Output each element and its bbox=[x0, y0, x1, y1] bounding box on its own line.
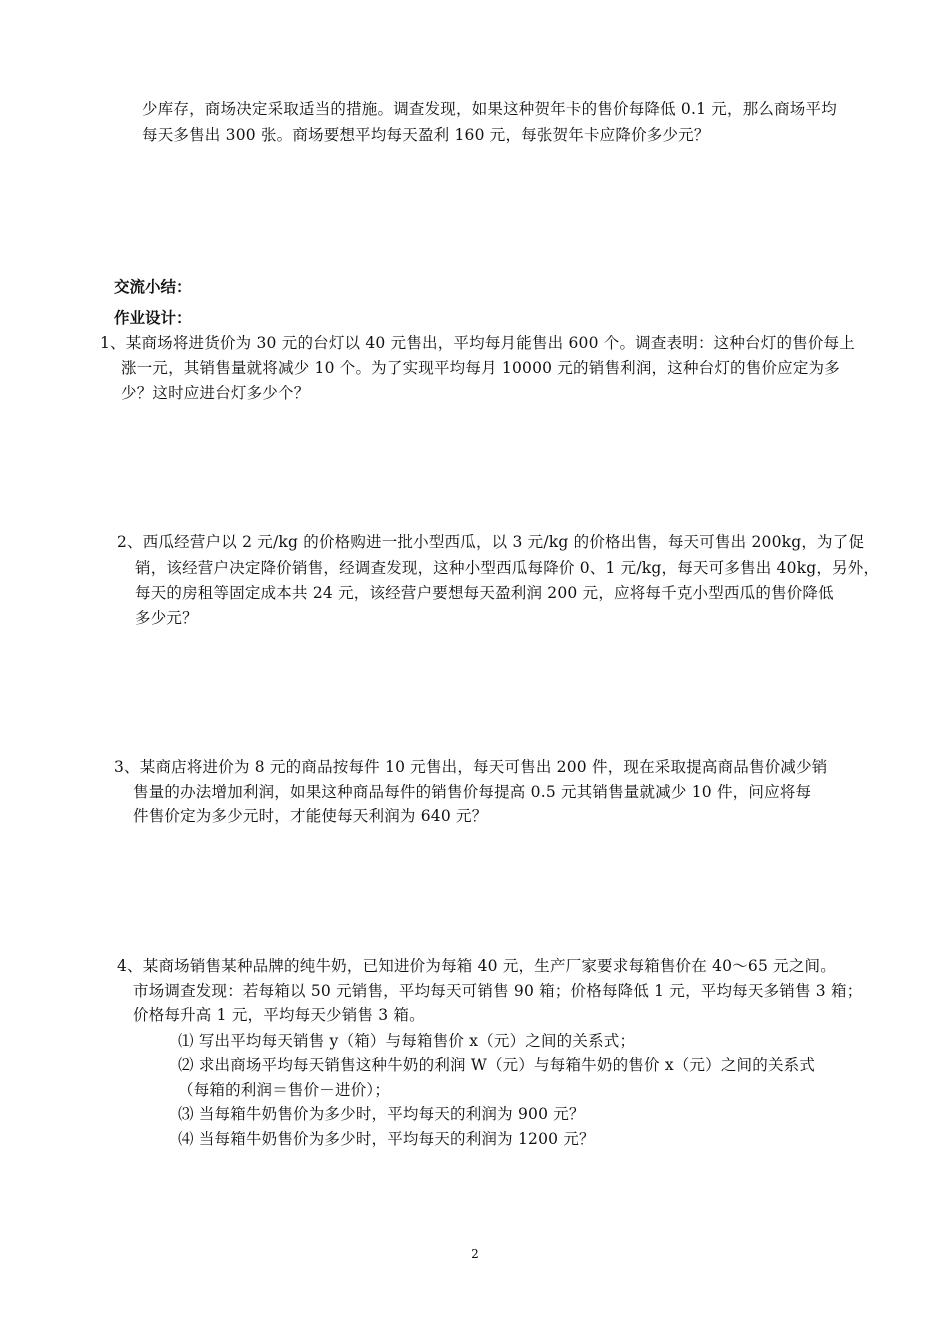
page-number: 2 bbox=[471, 1247, 479, 1261]
intro-line-1: 少库存，商场决定采取适当的措施。调查发现，如果这种贺年卡的售价每降低 0.1 元，那么商场平均 bbox=[142, 100, 837, 118]
problem-4-line-1: 4、某商场销售某种品牌的纯牛奶，已知进价为每箱 40 元，生产厂家要求每箱售价在 40～65 元之间。 bbox=[117, 957, 836, 975]
problem-3-line-1: 3、某商店将进价为 8 元的商品按每件 10 元售出，每天可售出 200 件，现在采取提高商品售价减少销 bbox=[114, 758, 828, 776]
problem-4-subquestion-4: ⑷ 当每箱牛奶售价为多少时，平均每天的利润为 1200 元？ bbox=[178, 1130, 595, 1148]
problem-3-line-2: 售量的办法增加利润，如果这种商品每件的销售价每提高 0.5 元其销售量就减少 10 件，问应将每 bbox=[133, 783, 812, 801]
problem-1-line-3: 少？这时应进台灯多少个？ bbox=[121, 384, 310, 402]
problem-2-line-2: 销，该经营户决定降价销售，经调查发现，这种小型西瓜每降价 0、1 元/kg，每天可多售出 40kg，另外， bbox=[135, 559, 880, 577]
problem-4-line-2: 市场调查发现：若每箱以 50 元销售，平均每天可销售 90 箱；价格每降低 1 元，平均每天多销售 3 箱； bbox=[133, 982, 863, 1000]
problem-4-subquestion-3: ⑶ 当每箱牛奶售价为多少时，平均每天的利润为 900 元？ bbox=[178, 1105, 585, 1123]
problem-1-line-1: 1、某商场将进货价为 30 元的台灯以 40 元售出，平均每月能售出 600 个。调查表明：这种台灯的售价每上 bbox=[100, 334, 855, 352]
problem-4-subquestion-2: ⑵ 求出商场平均每天销售这种牛奶的利润 W（元）与每箱牛奶的售价 x（元）之间的关系式 bbox=[178, 1056, 816, 1074]
homework-heading: 作业设计： bbox=[114, 309, 192, 327]
problem-2-line-3: 每天的房租等固定成本共 24 元，该经营户要想每天盈利润 200 元，应将每千克小型西瓜的售价降低 bbox=[135, 584, 834, 602]
problem-2-line-4: 多少元？ bbox=[135, 609, 198, 627]
problem-4-subquestion-2-note: （每箱的利润＝售价－进价）； bbox=[178, 1081, 391, 1099]
problem-1-line-2: 涨一元，其销售量就将减少 10 个。为了实现平均每月 10000 元的销售利润，这种台灯的售价应定为多 bbox=[121, 359, 840, 377]
problem-2-line-1: 2、西瓜经营户以 2 元/kg 的价格购进一批小型西瓜，以 3 元/kg 的价格出售，每天可售出 200kg，为了促 bbox=[117, 533, 865, 551]
summary-heading: 交流小结： bbox=[114, 278, 192, 296]
intro-line-2: 每天多售出 300 张。商场要想平均每天盈利 160 元，每张贺年卡应降价多少元？ bbox=[142, 126, 710, 144]
problem-4-subquestion-1: ⑴ 写出平均每天销售 y（箱）与每箱售价 x（元）之间的关系式； bbox=[178, 1032, 636, 1050]
problem-4-line-3: 价格每升高 1 元，平均每天少销售 3 箱。 bbox=[133, 1006, 425, 1024]
problem-3-line-3: 件售价定为多少元时，才能使每天利润为 640 元？ bbox=[133, 807, 488, 825]
